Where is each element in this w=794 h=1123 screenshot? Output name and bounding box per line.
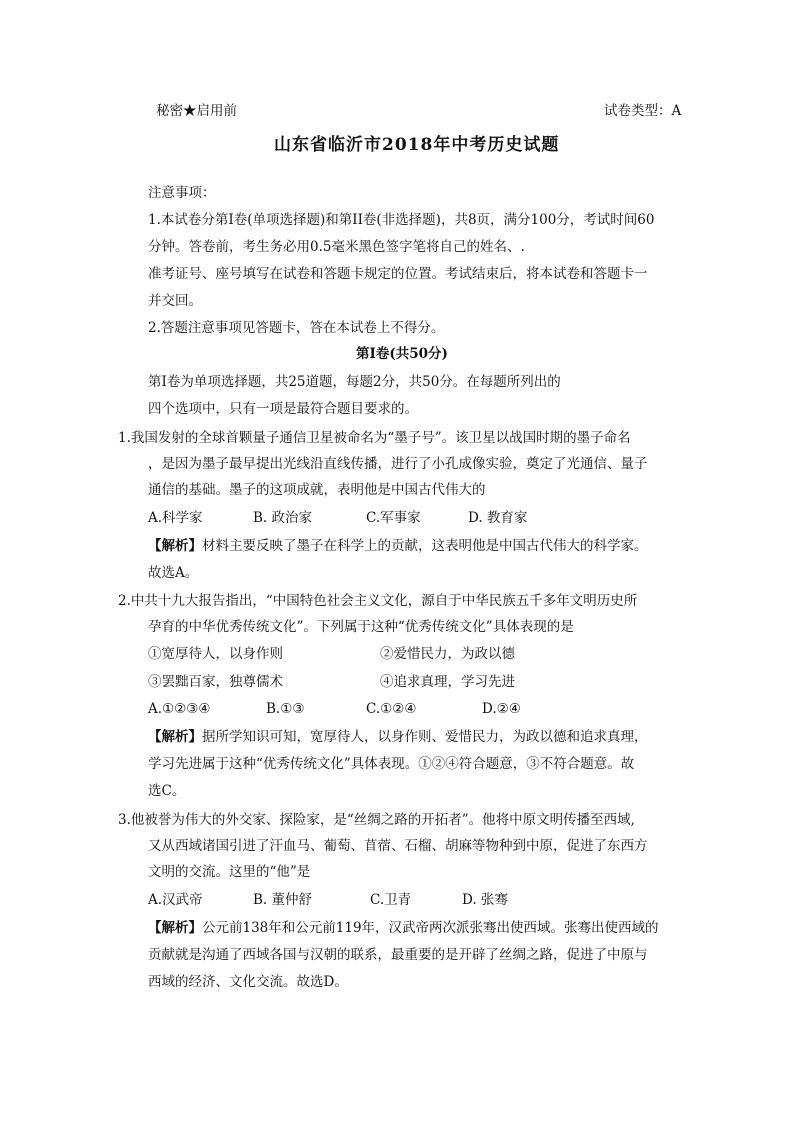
q3-line3: 文明的交流。这里的“他”是 bbox=[148, 864, 311, 880]
q2-analysis-line2: 学习先进属于这种“优秀传统文化”具体表现。①②④符合题意，③不符合题意。故 bbox=[148, 756, 635, 772]
q3-analysis-line3: 西域的经济、文化交流。故选D。 bbox=[148, 974, 348, 990]
q2-option-a: A.①②③④ bbox=[148, 701, 211, 717]
q2-line2: 孕育的中华优秀传统文化”。下列属于这种“优秀传统文化”具体表现的是 bbox=[148, 619, 574, 635]
q1-option-d: D. 教育家 bbox=[468, 510, 528, 526]
q2-analysis-line1 bbox=[148, 727, 648, 747]
q3-option-c: C.卫青 bbox=[370, 892, 412, 908]
q3-analysis-line1 bbox=[148, 918, 659, 938]
q1-analysis-line2: 故选A。 bbox=[148, 565, 199, 581]
analysis-text: 公元前138年和公元前119年，汉武帝两次派张骞出使西域。张骞出使西域的 bbox=[202, 920, 659, 936]
q1-option-a: A.科学家 bbox=[148, 510, 203, 526]
analysis-text: 材料主要反映了墨子在科学上的贡献，这表明他是中国古代伟大的科学家。 bbox=[202, 538, 648, 554]
q3-line1: 3.他被誉为伟大的外交家、探险家，是“丝绸之路的开拓者”。他将中原文明传播至西域, bbox=[118, 812, 635, 828]
q2-statement-4: ④追求真理，学习先进 bbox=[380, 674, 515, 690]
notice-item1-line1: 1.本试卷分第I卷(单项选择题)和第II卷(非选择题)，共8页，满分100分，考试时间60 bbox=[148, 212, 655, 228]
q2-statement-2: ②爱惜民力，为政以德 bbox=[380, 646, 515, 662]
secret-label: 秘密★启用前 bbox=[156, 103, 237, 119]
q3-option-a: A.汉武帝 bbox=[148, 892, 203, 908]
q3-analysis-line2: 贡献就是沟通了西域各国与汉朝的联系，最重要的是开辟了丝绸之路，促进了中原与 bbox=[148, 947, 648, 963]
q2-option-c: C.①②④ bbox=[366, 701, 417, 717]
notice-item1-line4: 并交回。 bbox=[148, 293, 202, 309]
q2-statement-3: ③罢黜百家，独尊儒术 bbox=[148, 674, 283, 690]
q2-statement-1: ①宽厚待人，以身作则 bbox=[148, 646, 283, 662]
notice-item2: 2.答题注意事项见答题卡，答在本试卷上不得分。 bbox=[148, 320, 445, 336]
section-intro-line2: 四个选项中，只有一项是最符合题目要求的。 bbox=[148, 401, 418, 417]
q3-line2: 又从西域诸国引进了汗血马、葡萄、苜蓿、石榴、胡麻等物种到中原，促进了东西方 bbox=[148, 838, 648, 854]
section-heading: 第I卷(共50分) bbox=[356, 346, 448, 362]
notice-item1-line3: 准考证号、座号填写在试卷和答题卡规定的位置。考试结束后，将本试卷和答题卡一 bbox=[148, 266, 648, 282]
q1-line2: ，是因为墨子最早提出光线沿直线传播，进行了小孔成像实验，奠定了光通信、量子 bbox=[148, 456, 648, 472]
notice-heading: 注意事项： bbox=[148, 185, 216, 201]
q2-line1: 2.中共十九大报告指出，“中国特色社会主义文化，源自于中华民族五千多年文明历史所 bbox=[118, 593, 638, 609]
q3-option-b: B. 董仲舒 bbox=[253, 892, 313, 908]
analysis-text: 据所学知识可知，宽厚待人，以身作则、爱惜民力，为政以德和追求真理， bbox=[202, 729, 648, 745]
q1-option-c: C.军事家 bbox=[366, 510, 421, 526]
q2-option-d: D.②④ bbox=[482, 701, 521, 717]
analysis-tag: 【解析】 bbox=[148, 920, 202, 936]
q1-line3: 通信的基础。墨子的这项成就，表明他是中国古代伟大的 bbox=[148, 482, 486, 498]
analysis-tag: 【解析】 bbox=[148, 729, 202, 745]
q1-analysis-line1 bbox=[148, 536, 648, 556]
analysis-tag: 【解析】 bbox=[148, 538, 202, 554]
notice-item1-line2: 分钟。答卷前，考生务必用0.5毫米黑色签字笔将自己的姓名、. bbox=[148, 239, 525, 255]
q1-option-b: B. 政治家 bbox=[253, 510, 313, 526]
section-intro-line1: 第I卷为单项选择题，共25道题，每题2分，共50分。在每题所列出的 bbox=[148, 374, 561, 390]
page-title: 山东省临沂市2018年中考历史试题 bbox=[274, 135, 560, 155]
q1-line1: 1.我国发射的全球首颗量子通信卫星被命名为“墨子号”。该卫星以战国时期的墨子命名 bbox=[118, 430, 631, 446]
q3-option-d: D. 张骞 bbox=[462, 892, 508, 908]
q2-analysis-line3: 选C。 bbox=[148, 783, 186, 799]
q2-option-b: B.①③ bbox=[266, 701, 305, 717]
paper-type: 试卷类型：A bbox=[604, 103, 682, 119]
